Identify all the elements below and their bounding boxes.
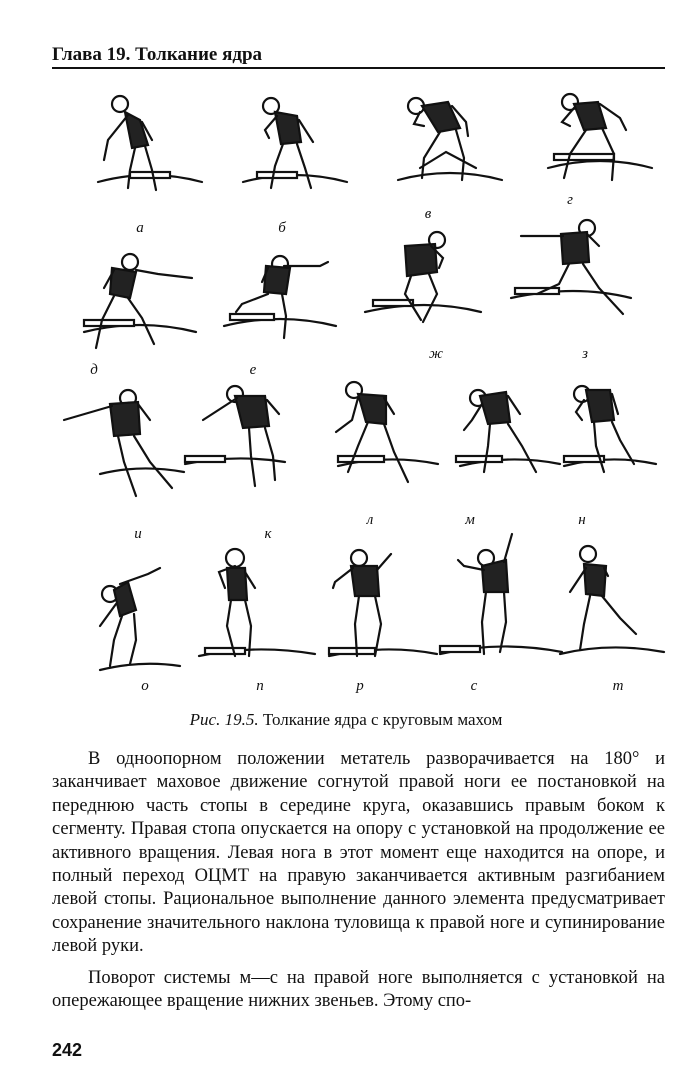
caption-text: Толкание ядра с круговым махом	[258, 710, 503, 729]
chapter-header	[52, 44, 664, 68]
athlete-figure-v	[390, 88, 500, 206]
caption-lead: Рис. 19.5.	[189, 710, 259, 729]
athlete-figure-t	[550, 542, 660, 660]
athlete-figure-m	[450, 380, 560, 498]
paragraph: В одноопорном положении метатель разворачивается на 180° и заканчивает маховое движение согнутой правой ноги ее постановкой на переднюю часть стопы в середине круга, оказавшись правым боком к сегменту. Правая стопа опускается на опору с установкой на продолжение ее активного вращения. Левая нога в этот момент еще находится на опоре, и полный переход ОЦМТ на правую заканчивается активным разгибанием левой стопы. Рациональное выполнение данного элемента предусматривает сохранение значительного наклона туловища к правой ноге и супинирование левой руки.	[52, 749, 665, 957]
athlete-figure-p	[205, 548, 315, 666]
paragraph: Поворот системы м—с на правой ноге выполняется с установкой на опережающее вращение нижних звеньев. Этому спо-	[52, 967, 665, 1012]
figure-label: к	[264, 526, 272, 542]
chapter-title: Глава 19. Толкание ядра	[52, 44, 263, 65]
athlete-figure-o	[90, 560, 200, 678]
figure-caption	[0, 710, 692, 730]
athlete-figure-a	[90, 90, 200, 208]
figure-label: н	[578, 512, 586, 528]
athlete-figure-r	[325, 548, 435, 666]
figure-label: л	[366, 512, 374, 528]
figure-label: з	[582, 346, 588, 362]
athlete-figure-k	[195, 380, 305, 498]
figure-label: м	[465, 512, 475, 528]
figure-label: и	[134, 526, 142, 542]
body-text	[52, 748, 665, 1021]
athlete-figure-b	[235, 90, 345, 208]
figure-label: р	[356, 678, 364, 694]
figure-label: г	[567, 192, 573, 208]
athlete-figure-e	[220, 242, 330, 360]
page-number: 242	[52, 1040, 83, 1060]
athlete-figure-d	[80, 248, 190, 366]
figure-label: б	[278, 220, 286, 236]
figure-label: а	[136, 220, 144, 236]
athlete-figure-i	[60, 390, 170, 508]
figure-label: с	[470, 678, 478, 694]
figure-label: е	[249, 362, 257, 378]
athlete-figure-g	[540, 88, 650, 206]
athlete-figure-l	[328, 380, 438, 498]
figure-label: т	[612, 678, 624, 694]
figure-label: ж	[429, 346, 443, 362]
header-rule	[52, 67, 665, 69]
athlete-figure-n	[560, 380, 670, 498]
athlete-figure-zh	[365, 228, 475, 346]
figure-label: в	[424, 206, 432, 222]
figure-label: п	[256, 678, 264, 694]
figure-label: о	[141, 678, 149, 694]
shot-put-figure	[60, 80, 660, 700]
figure-label: д	[90, 362, 98, 378]
athlete-figure-z	[515, 218, 625, 336]
athlete-figure-s	[450, 530, 560, 648]
